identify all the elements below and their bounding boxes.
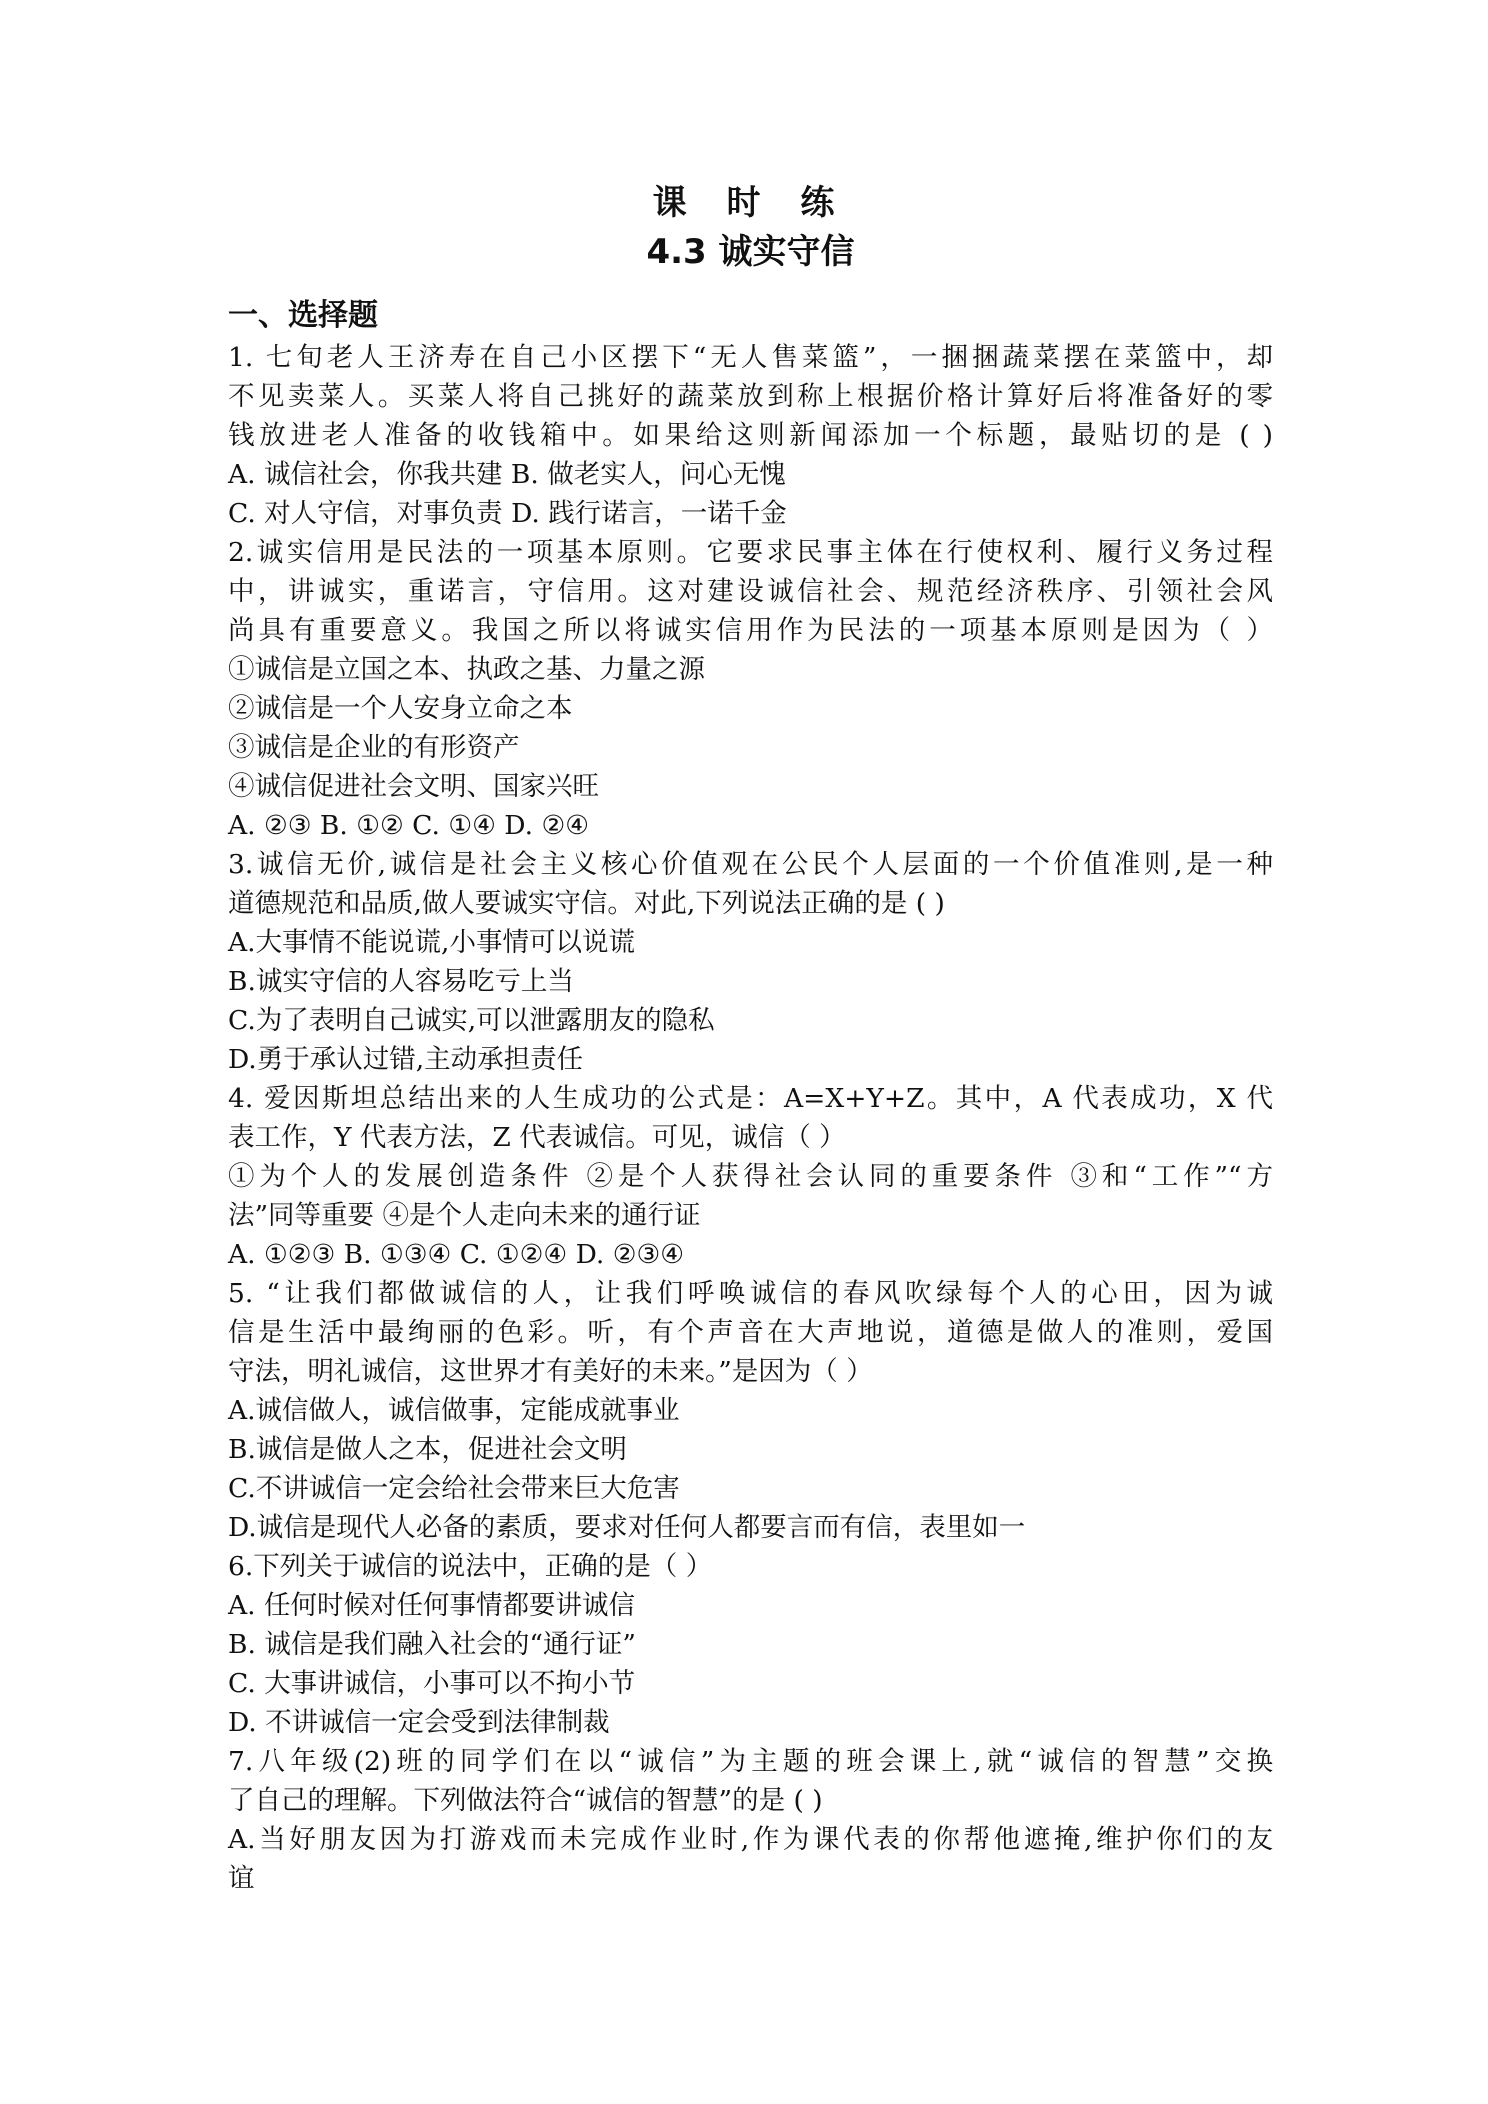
text-line: A. 任何时候对任何事情都要讲诚信 <box>228 1590 635 1621</box>
text-line: 中，讲诚实，重诺言，守信用。这对建设诚信社会、规范经济秩序、引领社会风 <box>228 576 1273 607</box>
text-line: 道德规范和品质,做人要诚实守信。对此,下列说法正确的是 ( ) <box>228 888 945 919</box>
text-line: ②诚信是一个人安身立命之本 <box>228 693 573 724</box>
text-line: ③诚信是企业的有形资产 <box>228 732 520 763</box>
lesson-title: 4.3 诚实守信 <box>646 232 855 272</box>
text-line: 尚具有重要意义。我国之所以将诚实信用作为民法的一项基本原则是因为（ ） <box>228 615 1273 646</box>
text-line: C.为了表明自己诚实,可以泄露朋友的隐私 <box>228 1005 715 1036</box>
text-line: 守法，明礼诚信，这世界才有美好的未来。”是因为（ ） <box>228 1356 873 1387</box>
text-line: 6.下列关于诚信的说法中，正确的是（ ） <box>228 1551 713 1582</box>
text-line: A.大事情不能说谎,小事情可以说谎 <box>228 927 635 958</box>
text-line: 2.诚实信用是民法的一项基本原则。它要求民事主体在行使权利、履行义务过程 <box>228 537 1273 568</box>
text-line: A. ②③ B. ①② C. ①④ D. ②④ <box>228 810 589 841</box>
text-line: B.诚实守信的人容易吃亏上当 <box>228 966 574 997</box>
text-line: D.勇于承认过错,主动承担责任 <box>228 1044 584 1075</box>
worksheet-title: 课 时 练 <box>652 183 849 223</box>
text-line: 4. 爱因斯坦总结出来的人生成功的公式是：A=X+Y+Z。其中，A 代表成功，X 代 <box>228 1083 1273 1114</box>
text-line: 谊 <box>228 1863 255 1894</box>
text-line: 5. “让我们都做诚信的人，让我们呼唤诚信的春风吹绿每个人的心田，因为诚 <box>228 1278 1273 1309</box>
text-line: 信是生活中最绚丽的色彩。听，有个声音在大声地说，道德是做人的准则，爱国 <box>228 1317 1273 1348</box>
text-line: C. 大事讲诚信，小事可以不拘小节 <box>228 1668 636 1699</box>
text-line: C. 对人守信，对事负责 D. 践行诺言，一诺千金 <box>228 498 787 529</box>
text-line: A.诚信做人，诚信做事，定能成就事业 <box>228 1395 680 1426</box>
worksheet-page <box>228 180 1273 1898</box>
text-line: 了自己的理解。下列做法符合“诚信的智慧”的是 ( ) <box>228 1785 823 1816</box>
text-line: ①诚信是立国之本、执政之基、力量之源 <box>228 654 705 685</box>
text-line: A.当好朋友因为打游戏而未完成作业时,作为课代表的你帮他遮掩,维护你们的友 <box>228 1824 1273 1855</box>
text-line: 1. 七旬老人王济寿在自己小区摆下“无人售菜篮”，一捆捆蔬菜摆在菜篮中，却 <box>228 342 1273 373</box>
text-line: 表工作，Y 代表方法，Z 代表诚信。可见，诚信（ ） <box>228 1122 846 1153</box>
text-line: 不见卖菜人。买菜人将自己挑好的蔬菜放到称上根据价格计算好后将准备好的零 <box>228 381 1273 412</box>
text-line: ④诚信促进社会文明、国家兴旺 <box>228 771 599 802</box>
text-line: D.诚信是现代人必备的素质，要求对任何人都要言而有信，表里如一 <box>228 1512 1026 1543</box>
text-line: A. ①②③ B. ①③④ C. ①②④ D. ②③④ <box>228 1239 684 1270</box>
text-line: ①为个人的发展创造条件 ②是个人获得社会认同的重要条件 ③和“工作”“方 <box>228 1161 1273 1192</box>
question-list <box>228 338 1273 1898</box>
text-line: D. 不讲诚信一定会受到法律制裁 <box>228 1707 610 1738</box>
text-line: B.诚信是做人之本，促进社会文明 <box>228 1434 627 1465</box>
text-line: 3.诚信无价,诚信是社会主义核心价值观在公民个人层面的一个价值准则,是一种 <box>228 849 1273 880</box>
text-line: 钱放进老人准备的收钱箱中。如果给这则新闻添加一个标题，最贴切的是 ( ) <box>228 420 1273 451</box>
section-heading: 一、选择题 <box>228 298 378 333</box>
text-line: C.不讲诚信一定会给社会带来巨大危害 <box>228 1473 680 1504</box>
text-line: 法”同等重要 ④是个人走向未来的通行证 <box>228 1200 701 1231</box>
text-line: B. 诚信是我们融入社会的“通行证” <box>228 1629 636 1660</box>
text-line: A. 诚信社会，你我共建 B. 做老实人，问心无愧 <box>228 459 786 490</box>
text-line: 7.八年级(2)班的同学们在以“诚信”为主题的班会课上,就“诚信的智慧”交换 <box>228 1746 1273 1777</box>
